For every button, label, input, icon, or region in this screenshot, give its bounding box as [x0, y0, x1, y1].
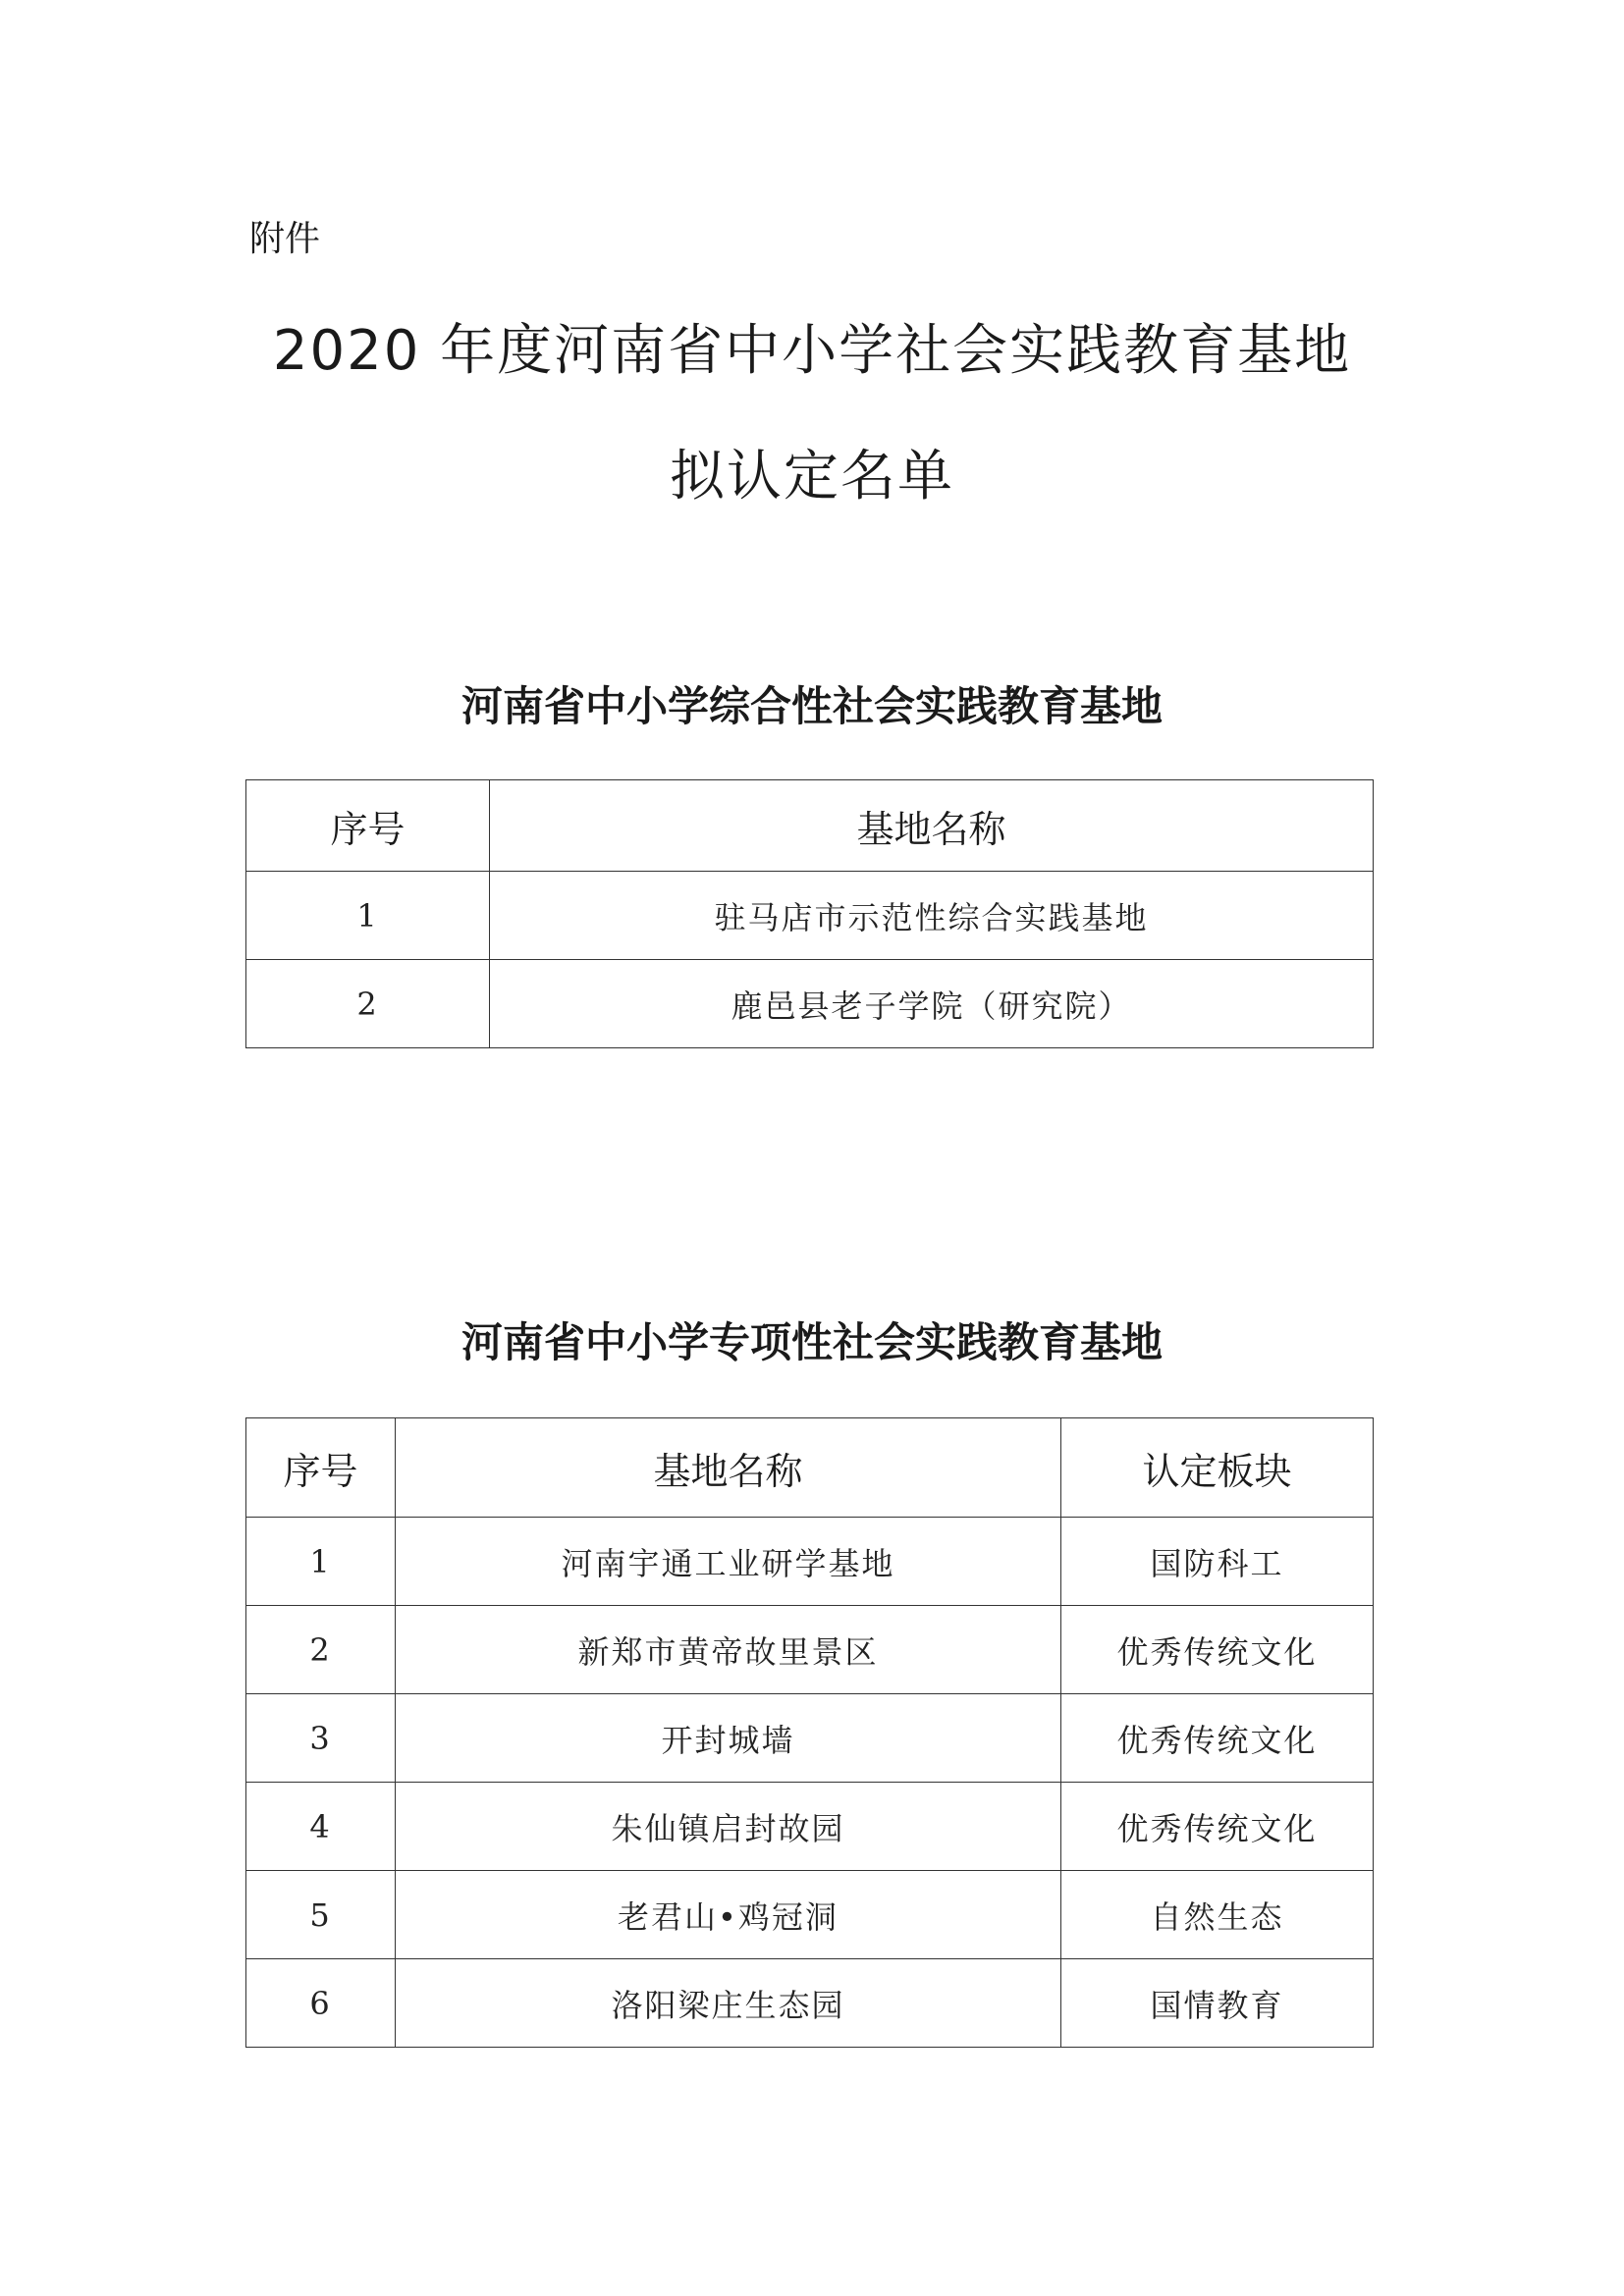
table-row — [246, 872, 1374, 960]
row-base-name: 鹿邑县老子学院（研究院） — [490, 960, 1374, 1048]
table-row — [246, 960, 1374, 1048]
row-category: 优秀传统文化 — [1061, 1783, 1374, 1871]
column-header-index: 序号 — [246, 780, 490, 872]
row-base-name: 洛阳梁庄生态园 — [396, 1959, 1061, 2048]
table-row — [246, 1871, 1374, 1959]
section1-title: 河南省中小学综合性社会实践教育基地 — [460, 682, 1163, 730]
row-base-name: 新郑市黄帝故里景区 — [396, 1606, 1061, 1694]
table-row — [246, 1783, 1374, 1871]
column-header-index: 序号 — [246, 1418, 396, 1518]
attachment-label: 附件 — [249, 219, 321, 259]
row-index: 5 — [246, 1871, 396, 1959]
table-row — [246, 1518, 1374, 1606]
column-header-category: 认定板块 — [1061, 1418, 1374, 1518]
row-index: 2 — [246, 960, 490, 1048]
table-row — [246, 1959, 1374, 2048]
row-index: 2 — [246, 1606, 396, 1694]
specialized-base-table — [245, 1417, 1374, 2048]
row-index: 6 — [246, 1959, 396, 2048]
row-base-name: 老君山•鸡冠洞 — [396, 1871, 1061, 1959]
row-base-name: 河南宇通工业研学基地 — [396, 1518, 1061, 1606]
row-index: 3 — [246, 1694, 396, 1783]
comprehensive-base-table — [245, 779, 1374, 1048]
table-header-row — [246, 1418, 1374, 1518]
table-row — [246, 1606, 1374, 1694]
row-category: 国情教育 — [1061, 1959, 1374, 2048]
document-title-line2: 拟认定名单 — [670, 445, 954, 508]
column-header-base-name: 基地名称 — [490, 780, 1374, 872]
row-category: 优秀传统文化 — [1061, 1606, 1374, 1694]
row-index: 1 — [246, 1518, 396, 1606]
row-index: 1 — [246, 872, 490, 960]
table-header-row — [246, 780, 1374, 872]
table-row — [246, 1694, 1374, 1783]
row-base-name: 开封城墙 — [396, 1694, 1061, 1783]
row-index: 4 — [246, 1783, 396, 1871]
document-title-line1: 2020 年度河南省中小学社会实践教育基地 — [272, 319, 1352, 383]
section2-title: 河南省中小学专项性社会实践教育基地 — [460, 1318, 1163, 1366]
row-category: 国防科工 — [1061, 1518, 1374, 1606]
row-base-name: 朱仙镇启封故园 — [396, 1783, 1061, 1871]
row-category: 优秀传统文化 — [1061, 1694, 1374, 1783]
row-base-name: 驻马店市示范性综合实践基地 — [490, 872, 1374, 960]
row-category: 自然生态 — [1061, 1871, 1374, 1959]
column-header-base-name: 基地名称 — [396, 1418, 1061, 1518]
